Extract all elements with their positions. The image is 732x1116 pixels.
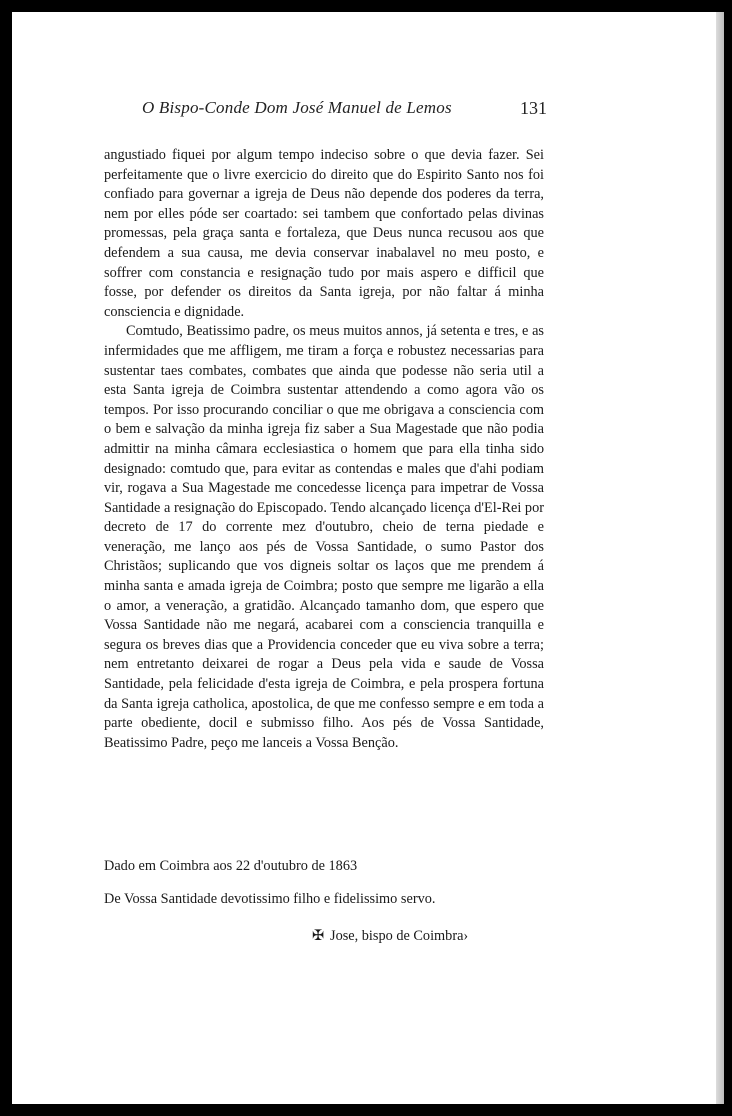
cross-icon: ✠ xyxy=(312,928,324,944)
dateline: Dado em Coimbra aos 22 d'outubro de 1863 xyxy=(104,858,358,874)
page-header xyxy=(12,98,724,126)
closing-formula: De Vossa Santidade devotissimo filho e fidelissimo servo. xyxy=(104,891,436,907)
paragraph-2: Comtudo, Beatissimo padre, os meus muitos annos, já setenta e tres, e as infermidades que me affligem, me tiram a força e robustez necessarias para sustentar taes combates, combates que ainda que podesse não seria util a esta Santa igreja de Coimbra sustentar attendendo a como agora vão os tempos. Por isso procurando conciliar o que me obrigava a consciencia com o bem e salvação da minha igreja fiz saber a Sua Magestade que não podia admittir na minha câmara ecclesiastica o homem que para ella tinha sido designado: comtudo que, para evitar as contendas e males que d'ahi podiam vir, rogava a Sua Magestade me concedesse licença para impetrar de Vossa Santidade a resignação do Episcopado. Tendo alcançado licença d'El-Rei por decreto de 17 do corrente mez d'outubro, cheio de terna piedade e veneração, me lanço aos pés de Vossa Santidade, o sumo Pastor dos Christãos; suplicando que vos digneis soltar os laços que me prendem á minha santa e amada igreja de Coimbra; posto que sempre me ligarão a ella o amor, a veneração, a gratidão. Alcançado tamanho dom, que espero que Vossa Santidade não me negará, acabarei com a consciencia tranquilla e segura os breves dias que a Providencia conceder que eu viva sobre a terra; nem entretanto deixarei de rogar a Deus pela vida e saude de Vossa Santidade, pela felicidade d'esta igreja de Coimbra, e pela prospera fortuna da Santa igreja catholica, apostolica, de que me confesso sempre e em toda a parte obediente, docil e submisso filho. Aos pés de Vossa Santidade, Beatissimo Padre, peço me lanceis a Vossa Benção. xyxy=(104,323,544,751)
page-number: 131 xyxy=(520,98,547,118)
document-page xyxy=(12,12,724,1104)
page-edge-shadow xyxy=(716,12,724,1104)
signature xyxy=(312,928,468,945)
paragraph-1: angustiado fiquei por algum tempo indeciso sobre o que devia fazer. Sei perfeitamente que o livre exercicio do direito que do Espirito Santo nos foi confiado para governar a igreja de Deus não depende dos poderes da terra, nem por elles póde ser coartado: sei tambem que confortado pelas divinas promessas, pela graça santa e fortaleza, que Deus nunca recusou aos que defendem a sua causa, me devia conservar inabalavel no meu posto, e soffrer com constancia e resignação tudo por mais aspero e difficil que fosse, por defender os direitos da Santa igreja, por não faltar á minha consciencia e dignidade. xyxy=(104,147,544,320)
letter-body xyxy=(104,146,544,753)
running-title: O Bispo-Conde Dom José Manuel de Lemos xyxy=(142,98,452,117)
signature-text: Jose, bispo de Coimbra› xyxy=(330,928,469,944)
